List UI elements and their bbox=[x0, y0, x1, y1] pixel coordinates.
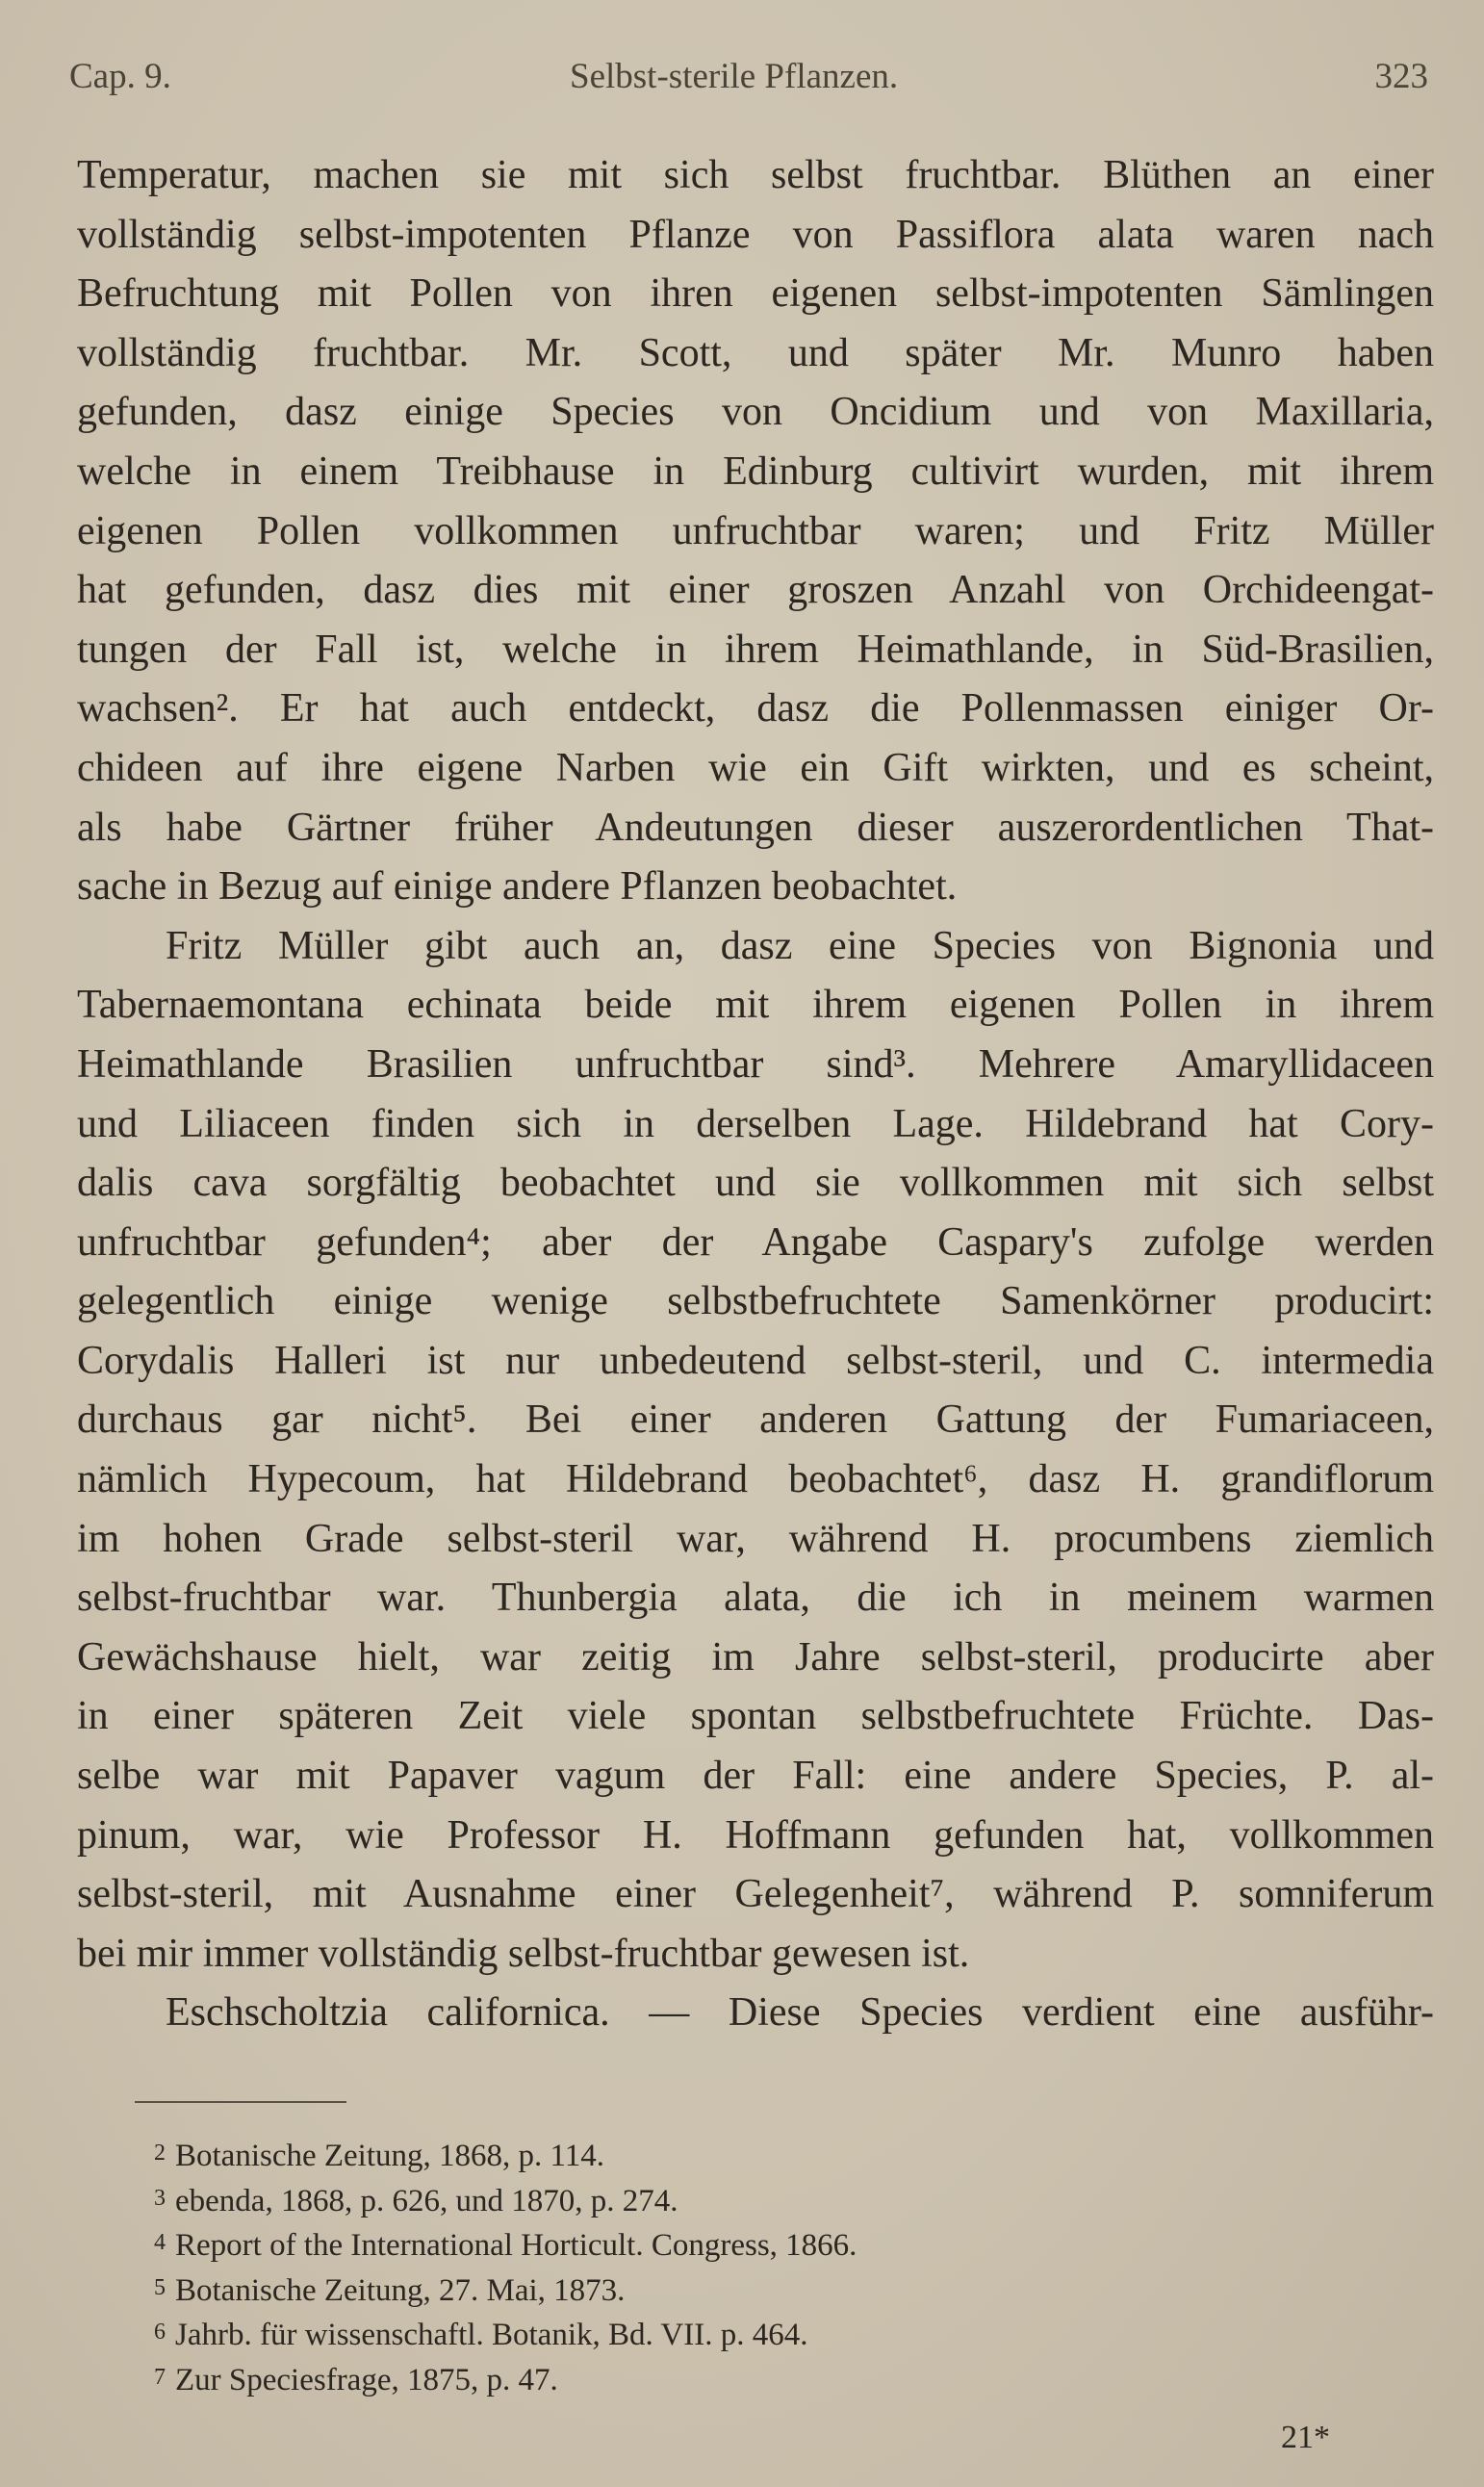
text-line: gelegentlich einige wenige selbstbefruchtete Samenkörner producirt: bbox=[77, 1279, 1434, 1324]
text-line: wachsen². Er hat auch entdeckt, dasz die Pollenmassen einiger Or- bbox=[77, 686, 1434, 731]
text-line: und Liliaceen finden sich in derselben Lage. Hildebrand hat Cory- bbox=[77, 1101, 1434, 1146]
text-line: Corydalis Halleri ist nur unbedeutend selbst-steril, und C. intermedia bbox=[77, 1338, 1434, 1383]
text-line: eigenen Pollen vollkommen unfruchtbar waren; und Fritz Müller bbox=[77, 508, 1434, 553]
text-line: tungen der Fall ist, welche in ihrem Heimathlande, in Süd-Brasilien, bbox=[77, 627, 1434, 672]
running-title: Selbst-sterile Pflanzen. bbox=[570, 57, 899, 96]
text-line: pinum, war, wie Professor H. Hoffmann gefunden hat, vollkommen bbox=[77, 1812, 1434, 1858]
footnote-text: Botanische Zeitung, 27. Mai, 1873. bbox=[175, 2272, 626, 2308]
footnote-text: Zur Speciesfrage, 1875, p. 47. bbox=[175, 2362, 558, 2397]
footnotes bbox=[154, 2131, 1213, 2399]
text-line: Heimathlande Brasilien unfruchtbar sind³. Mehrere Amaryllidaceen bbox=[77, 1041, 1434, 1087]
footnote bbox=[154, 2131, 1213, 2176]
footnote bbox=[154, 2355, 1213, 2400]
page-number: 323 bbox=[1374, 57, 1428, 96]
chapter-label: Cap. 9. bbox=[69, 57, 171, 96]
text-line: unfruchtbar gefunden⁴; aber der Angabe Caspary's zufolge werden bbox=[77, 1219, 1434, 1265]
text-line: bei mir immer vollständig selbst-fruchtbar gewesen ist. bbox=[77, 1931, 970, 1976]
footnote-mark: 2 bbox=[154, 2141, 166, 2166]
text-line: hat gefunden, dasz dies mit einer groszen Anzahl von Orchideengat- bbox=[77, 568, 1434, 613]
text-line: selbe war mit Papaver vagum der Fall: eine andere Species, P. al- bbox=[77, 1754, 1434, 1799]
footnote-mark: 4 bbox=[154, 2230, 166, 2255]
text-line: Tabernaemontana echinata beide mit ihrem eigenen Pollen in ihrem bbox=[77, 983, 1434, 1028]
footnote bbox=[154, 2266, 1213, 2311]
footnote-text: Jahrb. für wissenschaftl. Botanik, Bd. VII. p. 464. bbox=[175, 2318, 808, 2352]
text-line: Befruchtung mit Pollen von ihren eigenen selbst-impotenten Sämlingen bbox=[77, 271, 1434, 317]
text-line: nämlich Hypecoum, hat Hildebrand beobachtet⁶, dasz H. grandiflorum bbox=[77, 1457, 1434, 1502]
footnote-mark: 6 bbox=[154, 2320, 166, 2345]
footnote bbox=[154, 2310, 1213, 2355]
footnote bbox=[154, 2176, 1213, 2221]
signature-mark: 21* bbox=[1281, 2420, 1330, 2455]
text-line: Gewächshause hielt, war zeitig im Jahre selbst-steril, producirte aber bbox=[77, 1634, 1434, 1679]
footnote-text: Botanische Zeitung, 1868, p. 114. bbox=[175, 2139, 605, 2173]
footnote-mark: 5 bbox=[154, 2274, 166, 2300]
text-line: Fritz Müller gibt auch an, dasz eine Species von Bignonia und bbox=[166, 923, 1434, 968]
text-line: in einer späteren Zeit viele spontan selbstbefruchtete Früchte. Das- bbox=[77, 1694, 1434, 1739]
body-text bbox=[77, 146, 1434, 2043]
footnote-mark: 3 bbox=[154, 2185, 166, 2211]
footnote-mark: 7 bbox=[154, 2364, 166, 2390]
text-line: Eschscholtzia californica. — Diese Species verdient eine ausführ- bbox=[166, 1990, 1434, 2036]
text-line: selbst-steril, mit Ausnahme einer Gelegenheit⁷, während P. somniferum bbox=[77, 1872, 1434, 1917]
text-line: chideen auf ihre eigene Narben wie ein Gift wirkten, und es scheint, bbox=[77, 745, 1434, 790]
footnote-rule bbox=[135, 2101, 346, 2103]
footnote bbox=[154, 2220, 1213, 2266]
running-header bbox=[69, 56, 1428, 104]
text-line: im hohen Grade selbst-steril war, während H. procumbens ziemlich bbox=[77, 1516, 1434, 1561]
text-line: Temperatur, machen sie mit sich selbst fruchtbar. Blüthen an einer bbox=[77, 153, 1434, 197]
text-line: selbst-fruchtbar war. Thunbergia alata, die ich in meinem warmen bbox=[77, 1576, 1434, 1621]
text-line: als habe Gärtner früher Andeutungen dieser auszerordentlichen That- bbox=[77, 805, 1434, 850]
text-line: vollständig fruchtbar. Mr. Scott, und später Mr. Munro haben bbox=[77, 330, 1434, 375]
footnote-text: Report of the International Horticult. Congress, 1866. bbox=[175, 2228, 857, 2263]
text-line: sache in Bezug auf einige andere Pflanzen beobachtet. bbox=[77, 864, 958, 910]
text-line: durchaus gar nicht⁵. Bei einer anderen Gattung der Fumariaceen, bbox=[77, 1397, 1434, 1443]
text-line: gefunden, dasz einige Species von Oncidium und von Maxillaria, bbox=[77, 390, 1434, 435]
footnote-text: ebenda, 1868, p. 626, und 1870, p. 274. bbox=[175, 2183, 678, 2218]
text-line: vollständig selbst-impotenten Pflanze von Passiflora alata waren nach bbox=[77, 212, 1434, 257]
text-line: dalis cava sorgfältig beobachtet und sie vollkommen mit sich selbst bbox=[77, 1161, 1434, 1206]
text-line: welche in einem Treibhause in Edinburg cultivirt wurden, mit ihrem bbox=[77, 449, 1434, 494]
